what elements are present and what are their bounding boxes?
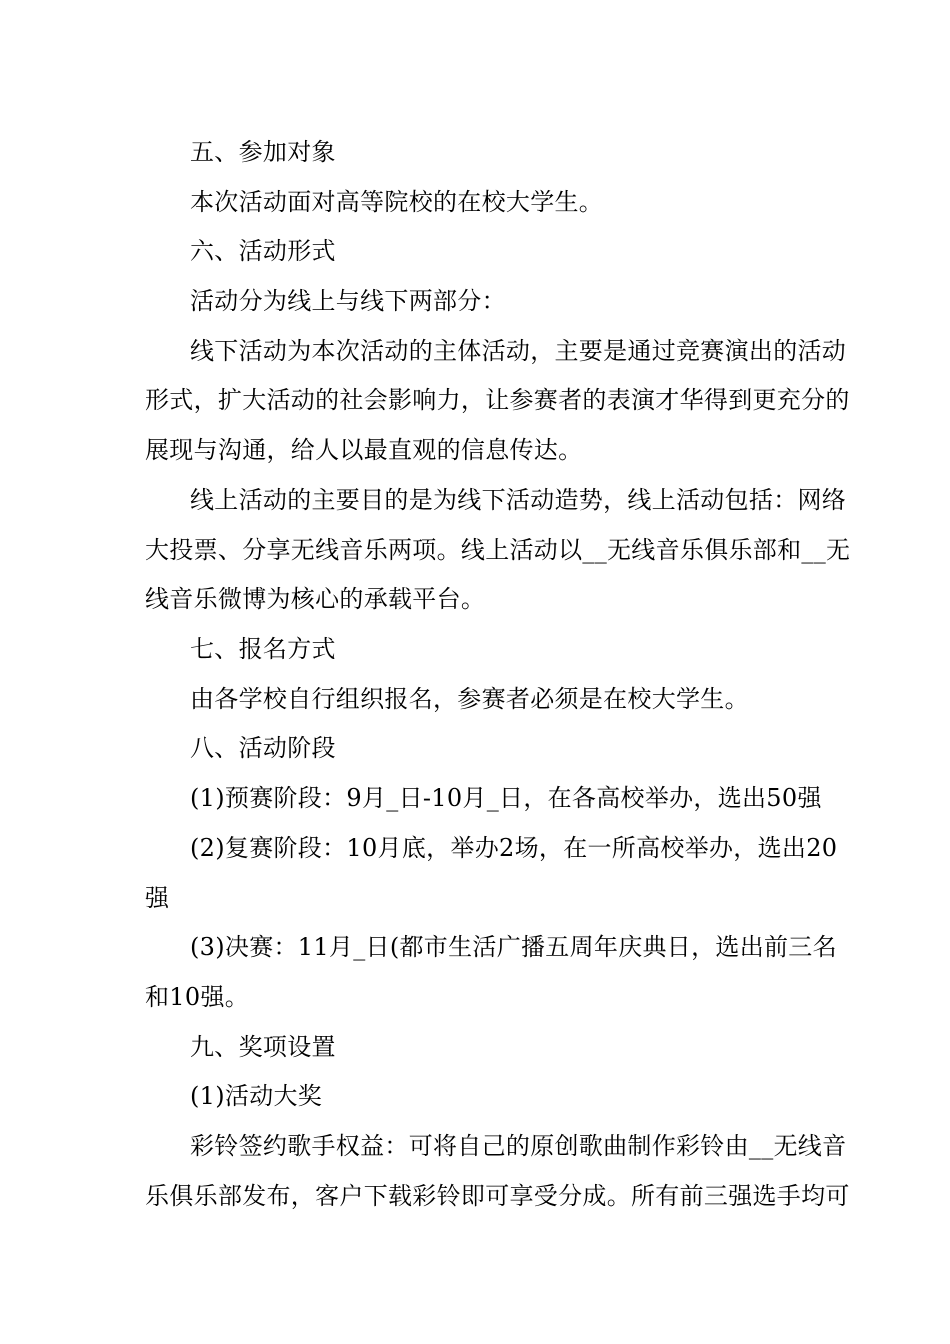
paragraph-line: 线音乐微博为核心的承载平台。: [145, 585, 486, 613]
list-item: (3)决赛：11月_日(都市生活广播五周年庆典日，选出前三名: [190, 933, 837, 961]
paragraph-line: 和10强。: [145, 983, 250, 1011]
paragraph-line: 大投票、分享无线音乐两项。线上活动以__无线音乐俱乐部和__无: [145, 536, 851, 564]
list-item: (1)活动大奖: [190, 1082, 323, 1110]
paragraph-line: 活动分为线上与线下两部分：: [190, 287, 506, 315]
paragraph-line: 强: [145, 884, 170, 912]
list-item: (1)预赛阶段：9月_日-10月_日，在各高校举办，选出50强: [190, 784, 822, 812]
section-heading-stages: 八、活动阶段: [190, 734, 336, 762]
paragraph-line: 乐俱乐部发布，客户下载彩铃即可享受分成。所有前三强选手均可: [145, 1182, 850, 1210]
paragraph-line: 线上活动的主要目的是为线下活动造势，线上活动包括：网络: [190, 486, 847, 514]
section-heading-format: 六、活动形式: [190, 237, 336, 265]
section-heading-registration: 七、报名方式: [190, 635, 336, 663]
list-item: (2)复赛阶段：10月底，举办2场，在一所高校举办，选出20: [190, 834, 838, 862]
paragraph-line: 线下活动为本次活动的主体活动，主要是通过竞赛演出的活动: [190, 337, 847, 365]
paragraph-line: 由各学校自行组织报名，参赛者必须是在校大学生。: [190, 685, 749, 713]
paragraph-line: 彩铃签约歌手权益：可将自己的原创歌曲制作彩铃由__无线音: [190, 1132, 847, 1160]
paragraph-line: 本次活动面对高等院校的在校大学生。: [190, 188, 604, 216]
section-heading-awards: 九、奖项设置: [190, 1033, 336, 1061]
section-heading-participants: 五、参加对象: [190, 138, 336, 166]
paragraph-line: 形式，扩大活动的社会影响力，让参赛者的表演才华得到更充分的: [145, 386, 850, 414]
paragraph-line: 展现与沟通，给人以最直观的信息传达。: [145, 436, 583, 464]
